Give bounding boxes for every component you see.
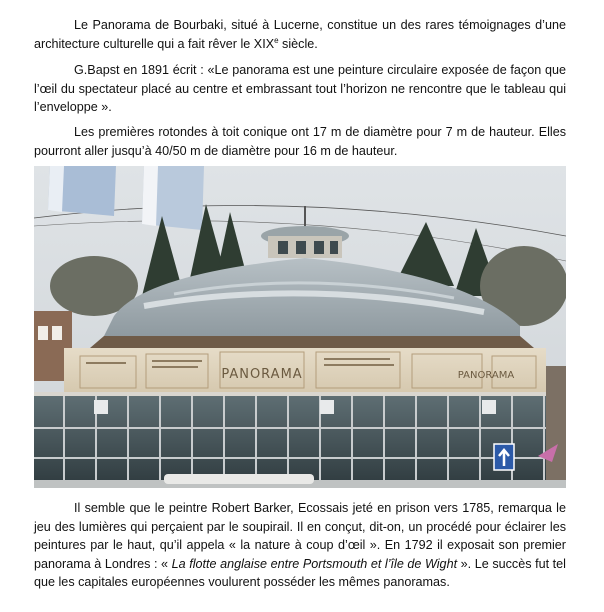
barker-text-end: ». Le succès fut tel que les capitales européennes voulurent posséder les mêmes panoramas. xyxy=(34,556,566,589)
panorama-building-photo xyxy=(34,166,566,488)
barker-paragraph xyxy=(34,499,566,592)
intro-paragraph xyxy=(34,16,566,53)
century-superscript: e xyxy=(274,35,279,45)
barker-text: Il semble que le peintre Robert Barker, Ecossais jeté en prison vers 1785, remarqua le jeu des lumières qui perçaient par le soupirail. Il en conçut, dit-on, un procédé pour éclairer les peintures par le haut, qu’il appela « la nature à coup d’œil ». En 1792 il exposait son premier panorama à Londres : « xyxy=(34,501,566,571)
rotunda-size-paragraph: Les premières rotondes à toit conique ont 17 m de diamètre pour 7 m de hauteur. Elles pourront aller jusqu’à 40/50 m de diamètre pour 16 m de hauteur. xyxy=(34,125,566,158)
barker-panorama-title: La flotte anglaise entre Portsmouth et l’île de Wight xyxy=(171,556,458,571)
intro-text: Le Panorama de Bourbaki, situé à Lucerne, constitue un des rares témoignages d’une architecture culturelle qui a fait rêver le XIX xyxy=(34,18,566,51)
intro-text-end: siècle. xyxy=(278,36,318,51)
bapst-quote-paragraph: G.Bapst en 1891 écrit : «Le panorama est une peinture circulaire exposée de façon que l’œil du spectateur placé au centre et embrassant tout l’horizon ne rencontre que le tableau qui l’enveloppe ». xyxy=(34,63,566,114)
panorama-sign-right: PANORAMA xyxy=(457,370,515,381)
panorama-sign: PANORAMA xyxy=(221,367,303,382)
one-way-sign xyxy=(494,444,514,470)
